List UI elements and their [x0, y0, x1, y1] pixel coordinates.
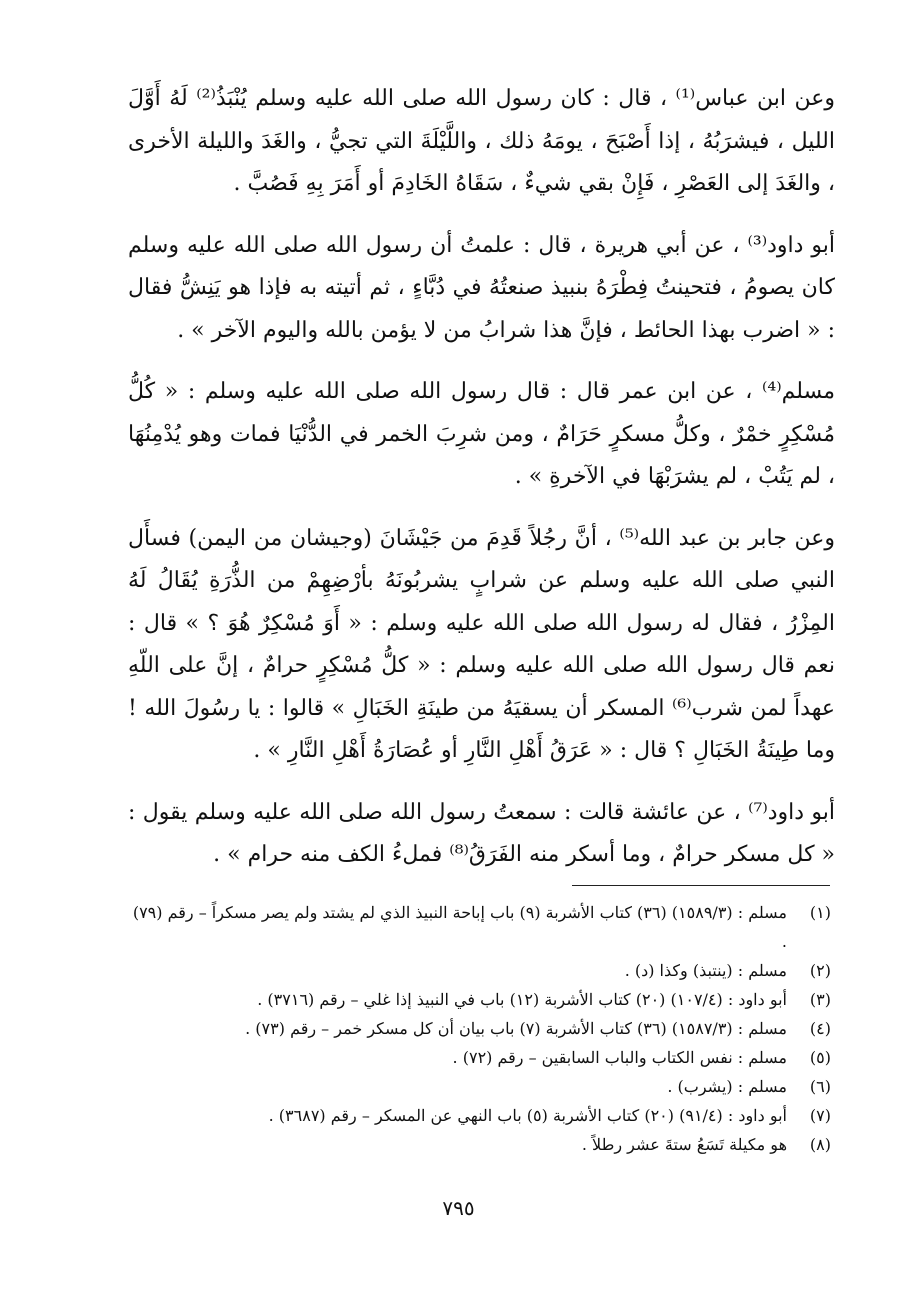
footnote-item — [128, 1014, 831, 1043]
footnote-text: مسلم : (١٥٨٩/٣) (٣٦) كتاب الأشربة (٩) باب إباحة النبيذ الذي لم يشتد ولم يصر مسكراً – رقم (٧٩) . — [132, 903, 787, 951]
footnote-number: (٣) — [809, 990, 831, 1009]
footnote-number: (٤) — [809, 1019, 831, 1038]
footnote-divider — [572, 885, 830, 886]
paragraph-abu-dawud-abu-hurayra: أبو داود⁽³⁾ ، عن أبي هريرة ، قال : علمتُ أن رسول الله صلى الله عليه وسلم كان يصومُ ، فتحينتُ فِطْرَهُ بنبيذ صنعتُهُ في دُبَّاءٍ ، ثم أتيته به فإذا هو يَنِشُّ فقال : « اضرب بهذا الحائط ، فإنَّ هذا شرابُ من لا يؤمن بالله واليوم الآخر » . — [128, 232, 835, 343]
footnote-item — [128, 898, 831, 956]
footnote-number: (١) — [809, 903, 831, 922]
paragraph-jabir: وعن جابر بن عبد الله⁽⁵⁾ ، أنَّ رجُلاً قَدِمَ من جَيْشَانَ (وجيشان من اليمن) فسأَل النبي صلى الله عليه وسلم عن شرابٍ يشربُونَهُ بأرْضِهِمْ من الذُّرَةِ يُقَالُ لَهُ المِزْرُ ، فقال له رسول الله صلى الله عليه وسلم : « أَوَ مُسْكِرٌ هُوَ ؟ » قال : نعم قال رسول الله صلى الله عليه وسلم : « كلُّ مُسْكِرٍ حرامٌ ، إنَّ على اللّهِ عهداً لمن شرب⁽⁶⁾ المسكر أن يسقيَهُ من طينَةِ الخَبَالِ » قالوا : يا رسُولَ الله ! وما طِينَةُ الخَبَالِ ؟ قال : « عَرَقُ أَهْلِ النَّارِ أو عُصَارَةُ أَهْلِ النَّارِ » . — [128, 525, 836, 763]
footnote-item — [128, 1130, 831, 1159]
page-number: ٧٩٥ — [442, 1196, 475, 1220]
footnote-number: (٥) — [809, 1048, 831, 1067]
footnotes — [128, 898, 831, 1159]
footnote-text: أبو داود : (٩١/٤) (٢٠) كتاب الأشربة (٥) باب النهي عن المسكر – رقم (٣٦٨٧) . — [268, 1106, 787, 1125]
main-text — [128, 78, 835, 877]
footnote-number: (٧) — [809, 1106, 831, 1125]
footnote-text: هو مكيلة تَسَعُ ستةَ عشر رطلاً . — [581, 1135, 787, 1154]
footnote-text: مسلم : (ينتبذ) وكذا (د) . — [624, 961, 787, 980]
footnote-text: مسلم : (يشرب) . — [667, 1077, 787, 1096]
footnote-item — [128, 1101, 831, 1130]
paragraph-abu-dawud-aisha: أبو داود⁽⁷⁾ ، عن عائشة قالت : سمعتُ رسول الله صلى الله عليه وسلم يقول : « كل مسكر حرامٌ ، وما أسكر منه الفَرَقُ⁽⁸⁾ فملءُ الكف منه حرام » . — [128, 799, 836, 867]
footnote-number: (٢) — [809, 961, 831, 980]
footnote-item — [128, 1072, 831, 1101]
footnote-text: مسلم : (١٥٨٧/٣) (٣٦) كتاب الأشربة (٧) باب بيان أن كل مسكر خمر – رقم (٧٣) . — [245, 1019, 787, 1038]
footnote-text: مسلم : نفس الكتاب والباب السابقين – رقم (٧٢) . — [452, 1048, 787, 1067]
footnote-item — [128, 1043, 831, 1072]
paragraph-ibn-abbas: وعن ابن عباس⁽¹⁾ ، قال : كان رسول الله صلى الله عليه وسلم يُنْبَذُ⁽²⁾ لَهُ أَوَّلَ الليل ، فيشرَبُهُ ، إذا أَصْبَحَ ، يومَهُ ذلك ، واللَّيْلَةَ التي تجيُّ ، والغَدَ والليلة الأخرى ، والغَدَ إلى العَصْرِ ، فَإِنْ بقي شيءٌ ، سَقَاهُ الخَادِمَ أو أَمَرَ بِهِ فَصُبَّ . — [128, 86, 835, 196]
footnote-text: أبو داود : (١٠٧/٤) (٢٠) كتاب الأشربة (١٢) باب في النبيذ إذا غلي – رقم (٣٧١٦) . — [257, 990, 787, 1009]
footnote-number: (٦) — [809, 1077, 831, 1096]
footnote-item — [128, 985, 831, 1014]
footnote-number: (٨) — [809, 1135, 831, 1154]
paragraph-muslim-ibn-umar: مسلم⁽⁴⁾ ، عن ابن عمر قال : قال رسول الله صلى الله عليه وسلم : « كُلُّ مُسْكِرٍ خمْرٌ ، وكلُّ مسكرٍ حَرَامٌ ، ومن شرِبَ الخمر في الدُّنْيَا فمات وهو يُدْمِنُهَا ، لم يَتُبْ ، لم يشرَبْهَا في الآخرةِ » . — [128, 379, 835, 489]
footnote-item — [128, 956, 831, 985]
